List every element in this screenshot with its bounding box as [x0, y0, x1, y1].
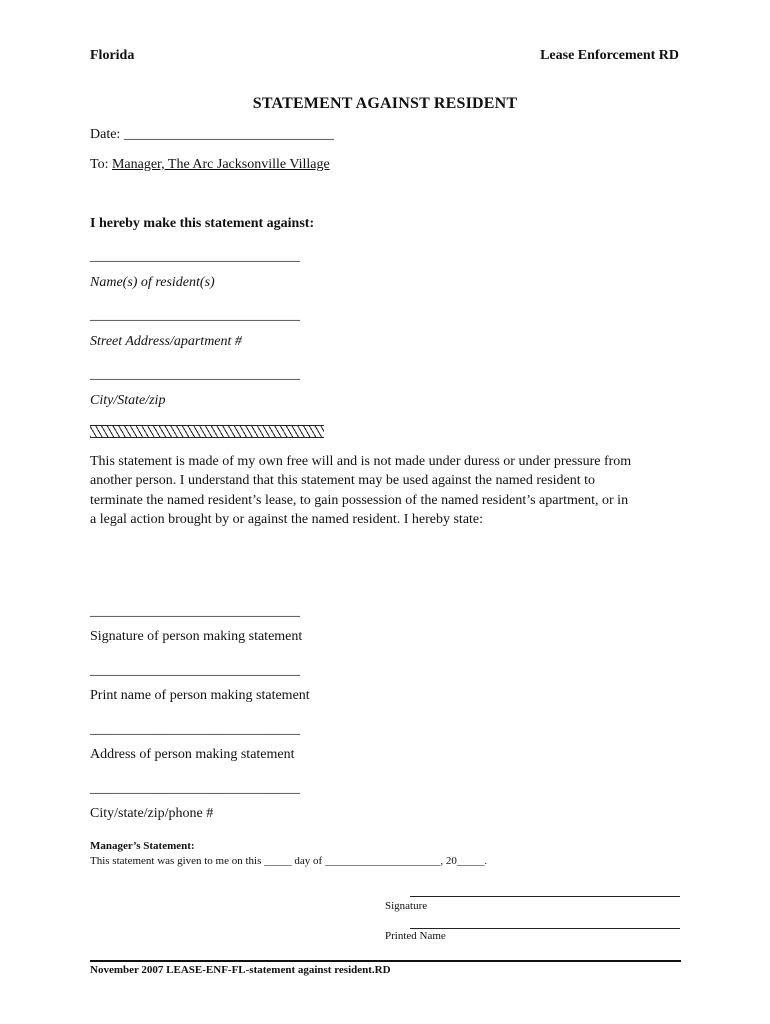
- statement-intro: I hereby make this statement against:: [90, 216, 315, 231]
- resident-address-line: ______________________________: [90, 308, 300, 323]
- manager-statement-heading: Manager’s Statement:: [90, 840, 195, 852]
- to-recipient: Manager, The Arc Jacksonville Village: [111, 157, 330, 172]
- hatched-separator: [90, 425, 324, 438]
- signer-city-label: City/state/zip/phone #: [90, 806, 214, 821]
- signer-signature-label: Signature of person making statement: [90, 629, 303, 644]
- manager-printed-name-line: [410, 928, 680, 929]
- manager-signature-label: Signature: [385, 900, 428, 912]
- footer-text: November 2007 LEASE-ENF-FL-statement against resident.RD: [90, 964, 391, 976]
- header-form-name: Lease Enforcement RD: [540, 48, 679, 63]
- signer-city-line: ______________________________: [90, 781, 300, 796]
- body-line-2: another person. I understand that this statement may be used against the named resident to: [90, 473, 596, 489]
- resident-name-label: Name(s) of resident(s): [90, 275, 215, 290]
- resident-city-line: ______________________________: [90, 367, 300, 382]
- signer-address-line: ______________________________: [90, 722, 300, 737]
- resident-name-line: ______________________________: [90, 249, 300, 264]
- signer-print-name-label: Print name of person making statement: [90, 688, 310, 703]
- body-line-1: This statement is made of my own free will and is not made under duress or under pressure from: [90, 454, 632, 469]
- signer-address-label: Address of person making statement: [90, 747, 295, 762]
- manager-printed-name-label: Printed Name: [385, 930, 446, 942]
- resident-city-label: City/State/zip: [90, 393, 166, 408]
- signer-print-name-line: ______________________________: [90, 663, 300, 678]
- manager-signature-line: [410, 896, 680, 897]
- to-prefix: To:: [90, 157, 112, 172]
- date-field: Date: ______________________________: [90, 127, 334, 142]
- resident-address-label: Street Address/apartment #: [90, 334, 242, 349]
- manager-statement-text: This statement was given to me on this _____ day of _____________________, 20_____.: [90, 855, 488, 867]
- body-line-3: terminate the named resident’s lease, to gain possession of the named resident’s apartment, or in: [90, 492, 629, 508]
- body-line-4: a legal action brought by or against the named resident. I hereby state:: [90, 511, 484, 527]
- to-line: [90, 157, 330, 173]
- header-state: Florida: [90, 48, 135, 63]
- statement-body: [90, 452, 690, 529]
- document-title: STATEMENT AGAINST RESIDENT: [252, 95, 518, 112]
- footer-rule: [90, 960, 681, 962]
- signer-signature-line: ______________________________: [90, 604, 300, 619]
